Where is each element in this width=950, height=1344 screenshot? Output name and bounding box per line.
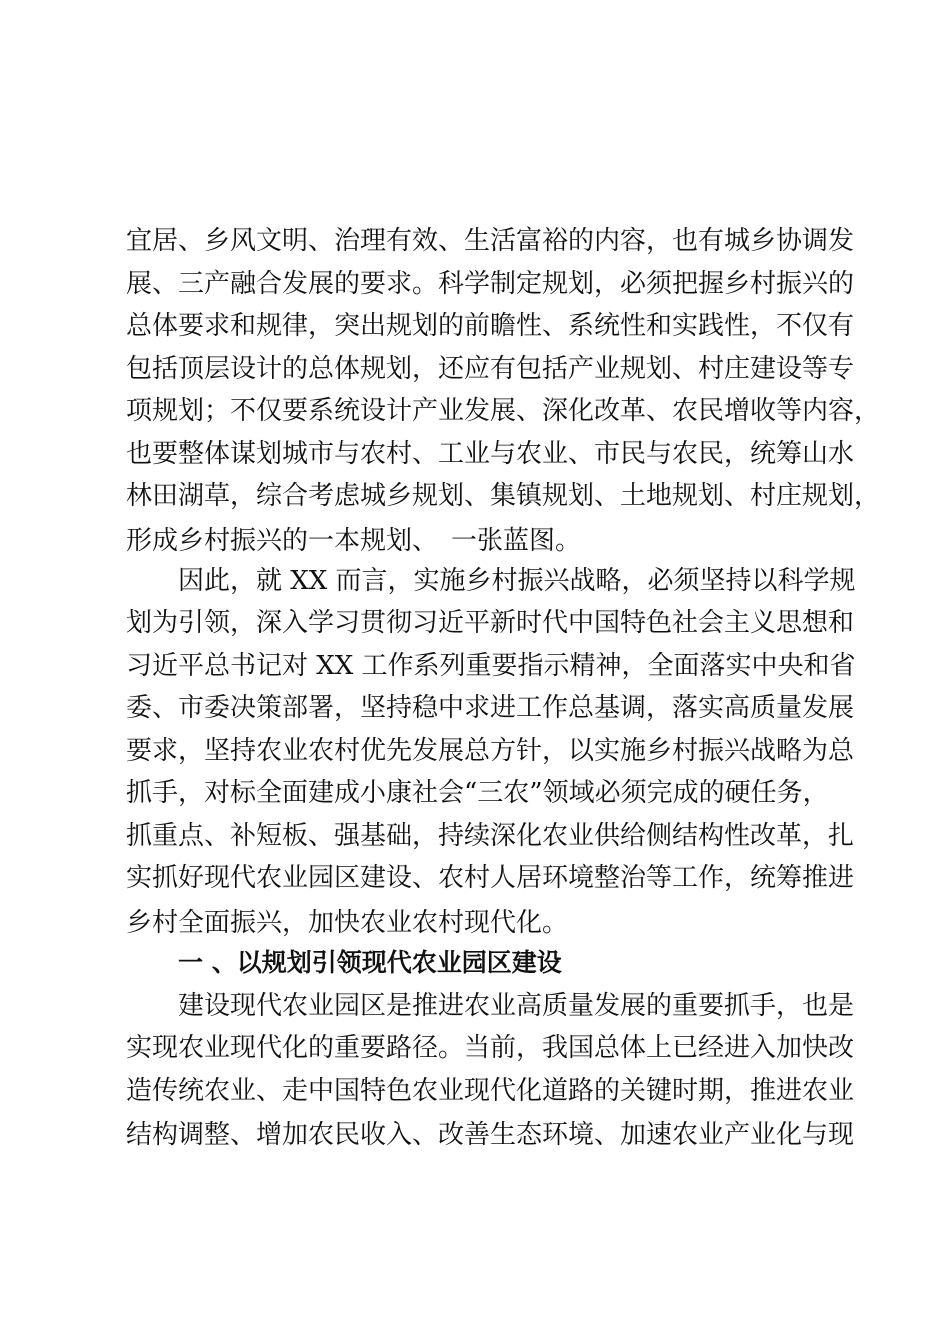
paragraph-line: 造传统农业、走中国特色农业现代化道路的关键时期，推进农业 — [126, 1076, 855, 1106]
paragraph-line: 也要整体谋划城市与农村、工业与农业、市民与农民，统筹山水 — [126, 439, 855, 469]
paragraph-line: 习近平总书记对 XX 工作系列重要指示精神，全面落实中央和省 — [126, 651, 856, 681]
paragraph-line: 形成乡村振兴的一本规划、 一张蓝图。 — [126, 526, 582, 556]
paragraph-line: 乡村全面振兴，加快农业农村现代化。 — [126, 908, 569, 938]
paragraph-line: 林田湖草，综合考虑城乡规划、集镇规划、土地规划、村庄规划， — [126, 481, 881, 511]
paragraph-line: 项规划；不仅要系统设计产业发展、深化改革、农民增收等内容， — [126, 396, 881, 426]
section-heading: 一 、以规划引领现代农业园区建设 — [178, 948, 562, 977]
paragraph-line: 抓重点、补短板、强基础，持续深化农业供给侧结构性改革，扎 — [126, 821, 855, 851]
paragraph-line: 包括顶层设计的总体规划，还应有包括产业规划、村庄建设等专 — [126, 354, 855, 384]
paragraph-line: 宜居、乡风文明、治理有效、生活富裕的内容，也有城乡协调发 — [126, 226, 855, 256]
paragraph-line: 因此，就 XX 而言，实施乡村振兴战略，必须坚持以科学规 — [178, 566, 856, 596]
paragraph-line: 展、三产融合发展的要求。科学制定规划，必须把握乡村振兴的 — [126, 269, 855, 299]
paragraph-line: 总体要求和规律，突出规划的前瞻性、系统性和实践性，不仅有 — [126, 311, 855, 341]
paragraph-line: 抓手，对标全面建成小康社会“三农”领域必须完成的硬任务， — [126, 778, 829, 808]
paragraph-line: 实抓好现代农业园区建设、农村人居环境整治等工作，统筹推进 — [126, 863, 855, 893]
paragraph-line: 实现农业现代化的重要路径。当前，我国总体上已经进入加快改 — [126, 1033, 855, 1063]
paragraph-line: 要求，坚持农业农村优先发展总方针，以实施乡村振兴战略为总 — [126, 736, 855, 766]
paragraph-line: 委、市委决策部署，坚持稳中求进工作总基调，落实高质量发展 — [126, 693, 855, 723]
paragraph-line: 建设现代农业园区是推进农业高质量发展的重要抓手，也是 — [178, 991, 855, 1021]
paragraph-line: 划为引领，深入学习贯彻习近平新时代中国特色社会主义思想和 — [126, 608, 855, 638]
paragraph-line: 结构调整、增加农民收入、改善生态环境、加速农业产业化与现 — [126, 1120, 855, 1150]
